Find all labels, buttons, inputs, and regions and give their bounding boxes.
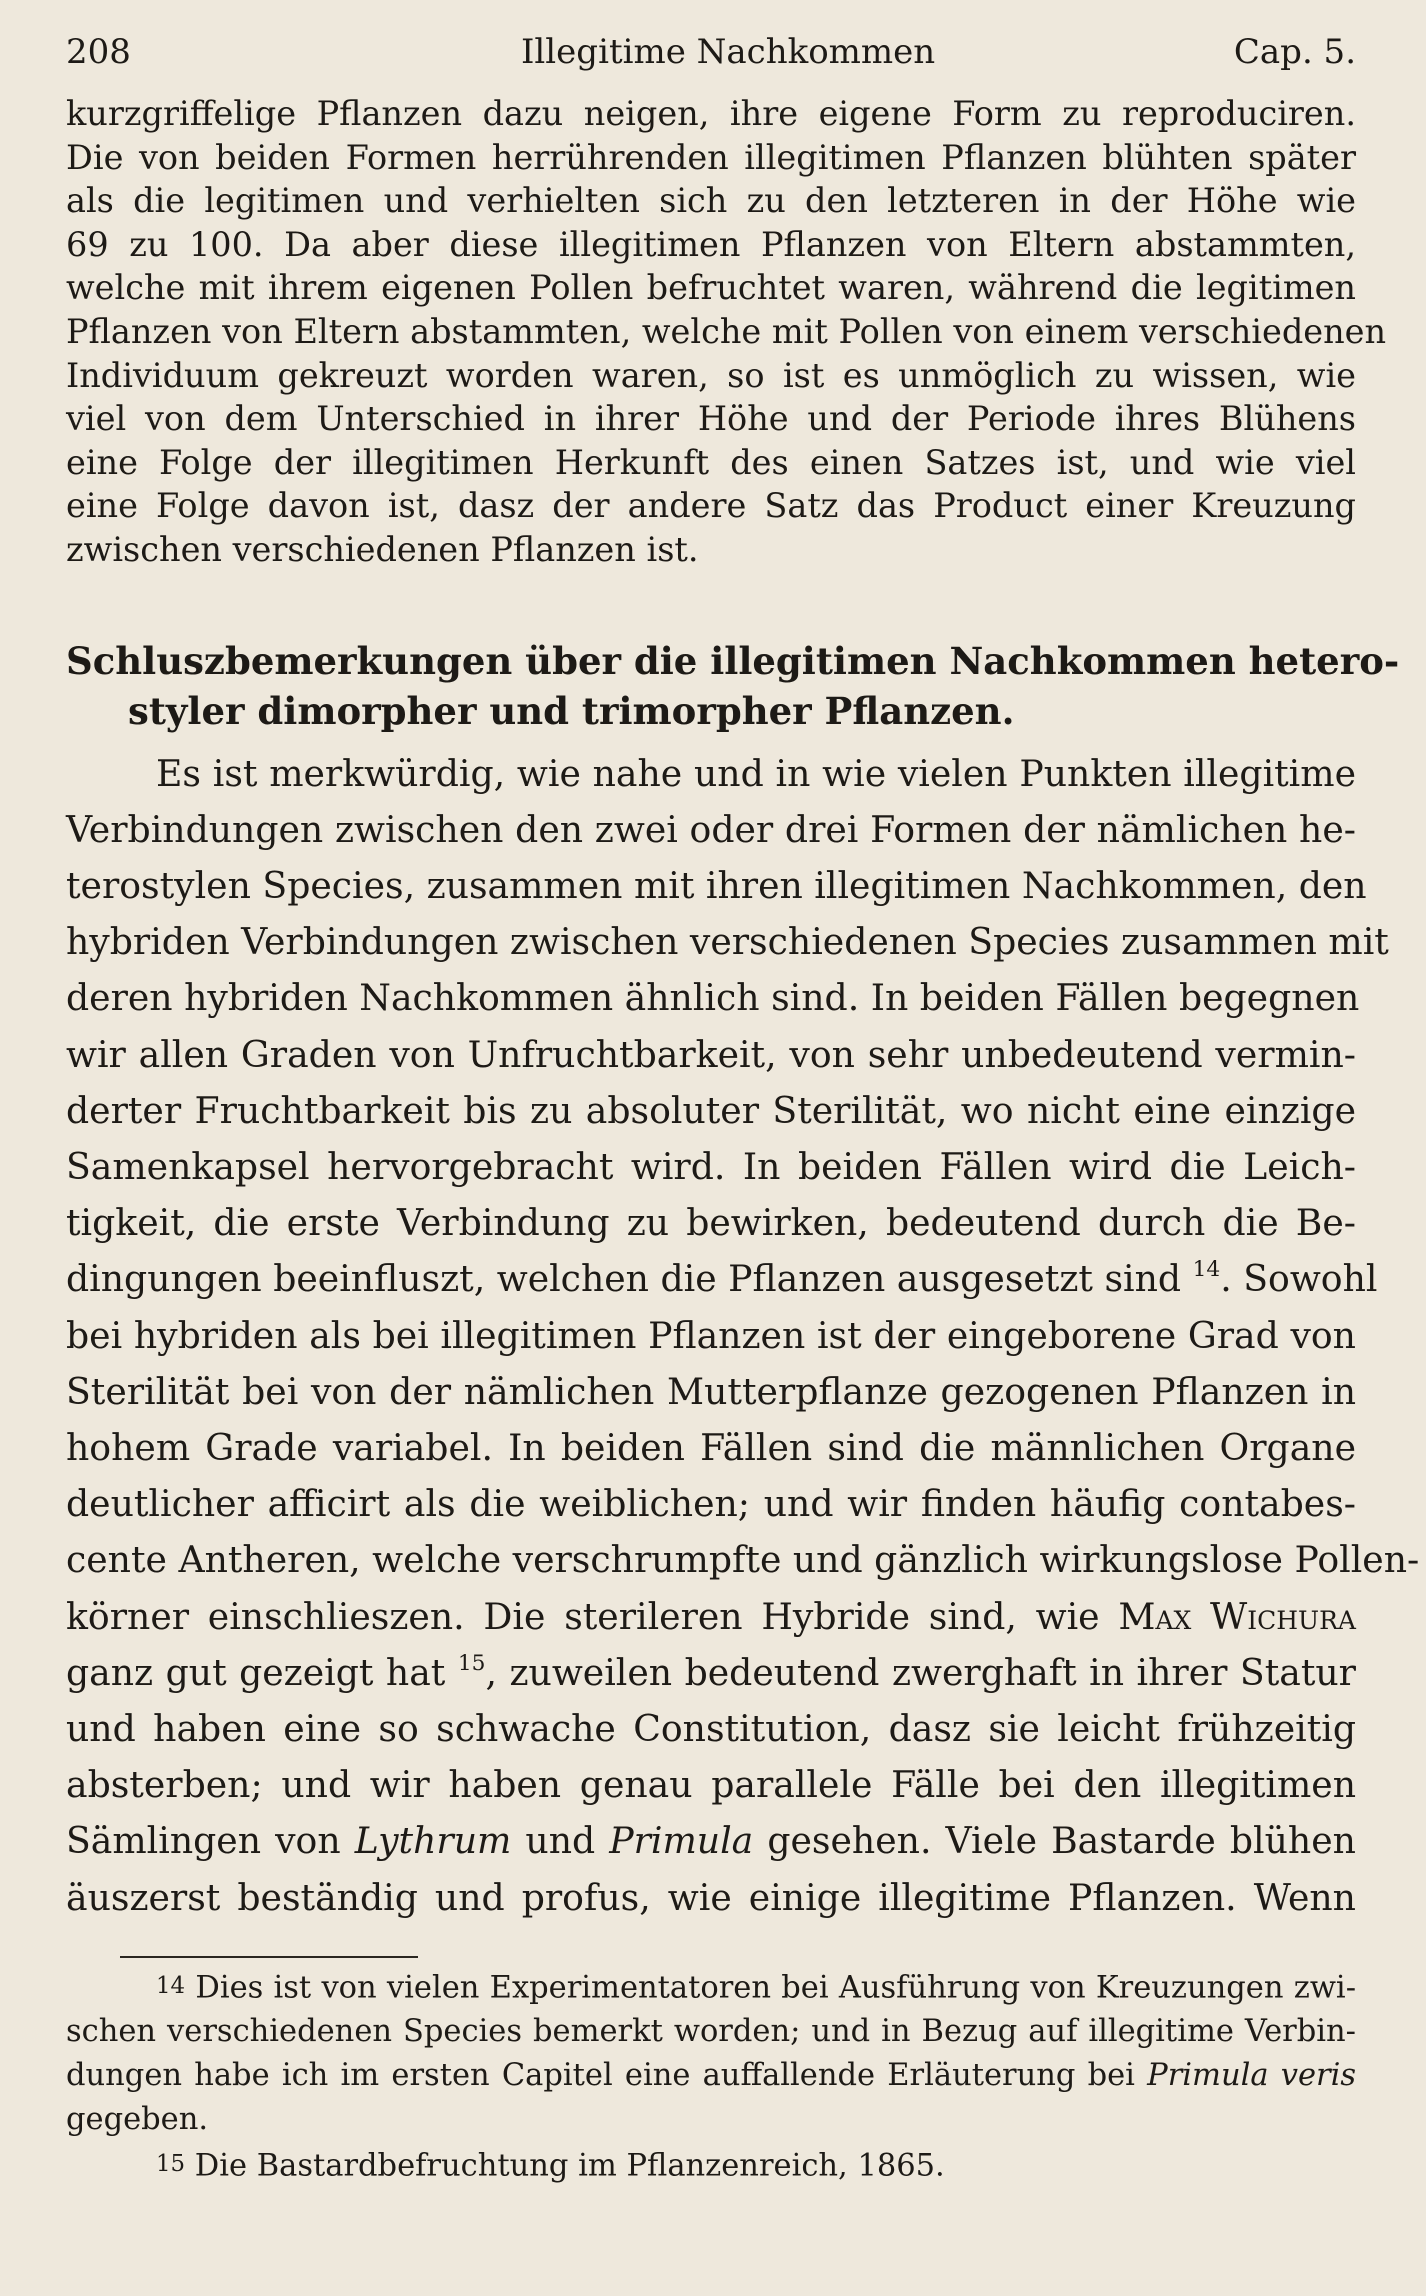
text-line: absterben; und wir haben genau parallele Fälle bei den illegitimen	[66, 1763, 1356, 1807]
text-line: cente Antheren, welche verschrumpfte und gänzlich wirkungslose Pollen-	[66, 1538, 1420, 1582]
text-line: Sterilität bei von der nämlichen Mutterpflanze gezogenen Pflanzen in	[66, 1369, 1356, 1413]
text-line: wir allen Graden von Unfruchtbarkeit, von sehr unbedeutend vermin-	[66, 1032, 1356, 1076]
text-segment: und	[525, 1819, 596, 1863]
text-segment: Sämlingen von	[66, 1819, 341, 1863]
running-title: Illegitime Nachkommen	[521, 32, 936, 72]
text-line: und haben eine so schwache Constitution, dasz sie leicht frühzeitig	[66, 1706, 1356, 1750]
footnote-14-line	[66, 1964, 1356, 2011]
text-line	[66, 1589, 1356, 1645]
author-name: Max Wichura	[1118, 1594, 1356, 1638]
text-line	[66, 1645, 1356, 1701]
text-line: hybriden Verbindungen zwischen verschiedenen Species zusammen mit	[66, 920, 1389, 964]
text-line: deren hybriden Nachkommen ähnlich sind. In beiden Fällen begegnen	[66, 976, 1360, 1020]
text-line: tigkeit, die erste Verbindung zu bewirken, bedeutend durch die Be-	[66, 1201, 1356, 1245]
text-line: 69 zu 100. Da aber diese illegitimen Pflanzen von Eltern abstammten,	[66, 224, 1356, 264]
footnote-ref-15: 15	[457, 1650, 486, 1676]
text-segment: gesehen. Viele Bastarde blühen	[767, 1819, 1356, 1863]
text-line: terostylen Species, zusammen mit ihren illegitimen Nachkommen, den	[66, 863, 1367, 907]
genus-name: Primula	[609, 1819, 754, 1863]
paragraph-2	[66, 746, 1420, 1926]
section-heading	[66, 636, 1400, 736]
text-segment: Dies ist von vielen Experimentatoren bei Ausführung von Kreuzungen zwi-	[195, 1970, 1356, 2006]
text-line: kurzgriffelige Pflanzen dazu neigen, ihre eigene Form zu reproduciren.	[66, 94, 1356, 133]
chapter-label: Cap. 5.	[1233, 32, 1356, 72]
footnotes	[66, 1964, 1356, 2189]
text-line: welche mit ihrem eigenen Pollen befruchtet waren, während die legitimen	[66, 268, 1356, 308]
text-line: derter Fruchtbarkeit bis zu absoluter Sterilität, wo nicht eine einzige	[66, 1088, 1356, 1132]
heading-line-1: Schluszbemerkungen über die illegitimen Nachkommen hetero-	[66, 638, 1400, 683]
text-line: eine Folge davon ist, dasz der andere Satz das Product einer Kreuzung	[66, 486, 1356, 526]
text-segment: dingungen beeinfluszt, welchen die Pflanzen ausgesetzt sind	[66, 1257, 1182, 1301]
text-line: als die legitimen und verhielten sich zu den letzteren in der Höhe wie	[66, 181, 1356, 221]
text-line: äuszerst beständig und profus, wie einige illegitime Pflanzen. Wenn	[66, 1875, 1356, 1919]
text-segment: Die Bastardbefruchtung im Pflanzenreich, 1865.	[194, 2148, 945, 2184]
footnote-15-line	[66, 2142, 1356, 2189]
page-number: 208	[66, 32, 131, 72]
text-segment: , zuweilen bedeutend zwerghaft in ihrer Statur	[485, 1650, 1356, 1694]
text-line: Verbindungen zwischen den zwei oder drei Formen der nämlichen he-	[66, 807, 1356, 851]
text-line: viel von dem Unterschied in ihrer Höhe und der Periode ihres Blühens	[66, 399, 1356, 439]
text-segment: . Sowohl	[1220, 1257, 1378, 1301]
text-segment: körner einschlieszen. Die sterileren Hybride sind, wie	[66, 1594, 1100, 1638]
footnote-14-line	[66, 2054, 1356, 2098]
paragraph-1	[66, 92, 1387, 572]
text-line: Individuum gekreuzt worden waren, so ist es unmöglich zu wissen, wie	[66, 355, 1356, 395]
text-line: Pflanzen von Eltern abstammten, welche mit Pollen von einem verschiedenen	[66, 311, 1387, 351]
text-line: Samenkapsel hervorgebracht wird. In beiden Fällen wird die Leich-	[66, 1144, 1356, 1188]
footnote-number: 14	[156, 1972, 186, 1999]
footnote-14-line: schen verschiedenen Species bemerkt worden; und in Bezug auf illegitime Verbin-	[66, 2014, 1356, 2050]
text-line: bei hybriden als bei illegitimen Pflanzen ist der eingeborene Grad von	[66, 1313, 1356, 1357]
text-line: eine Folge der illegitimen Herkunft des einen Satzes ist, und wie viel	[66, 442, 1356, 482]
text-line: deutlicher afficirt als die weiblichen; und wir finden häufig contabes-	[66, 1482, 1356, 1526]
text-line	[66, 1813, 1356, 1869]
text-line: hohem Grade variabel. In beiden Fällen sind die männlichen Organe	[66, 1425, 1356, 1469]
running-header	[66, 28, 1356, 88]
footnote-14-line: gegeben.	[66, 2102, 209, 2138]
text-line: Die von beiden Formen herrührenden illegitimen Pflanzen blühten später	[66, 137, 1356, 177]
heading-line-2: styler dimorpher und trimorpher Pflanzen.	[128, 688, 1015, 733]
text-line: zwischen verschiedenen Pflanzen ist.	[66, 529, 699, 569]
footnote-divider	[120, 1956, 418, 1958]
text-line	[66, 1251, 1378, 1307]
text-segment: ganz gut gezeigt hat	[66, 1650, 446, 1694]
text-segment: dungen habe ich im ersten Capitel eine auffallende Erläuterung bei	[66, 2058, 1135, 2094]
genus-name: Lythrum	[354, 1819, 512, 1863]
text-line: Es ist merkwürdig, wie nahe und in wie vielen Punkten illegitime	[156, 751, 1356, 795]
footnote-number: 15	[156, 2151, 186, 2178]
species-name: Primula veris	[1147, 2058, 1357, 2094]
footnote-ref-14: 14	[1192, 1257, 1221, 1283]
